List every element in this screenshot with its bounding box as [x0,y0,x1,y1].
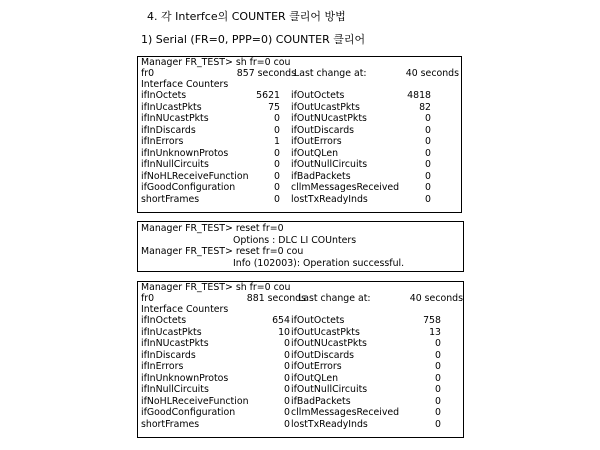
counter-name-out: cllmMessagesReceived [291,182,400,193]
counter-name-in: ifInNullCircuits [141,159,209,170]
reset-counter-command-line: Manager FR_TEST> reset fr=0 cou [141,246,304,257]
terminal-output-before-reset [137,56,462,213]
counter-value-in: 0 [284,384,290,395]
counter-value-out: 0 [425,193,431,205]
counter-row [141,396,461,407]
reset-command-line: Manager FR_TEST> reset fr=0 [141,223,284,234]
counter-value-in: 0 [274,170,280,182]
section-label: Interface Counters [141,79,229,90]
terminal-output-reset [137,221,464,272]
counter-value-in: 0 [274,193,280,205]
counter-value-out: 0 [435,349,441,361]
counter-name-out: ifBadPackets [291,170,351,182]
status-line [141,293,463,304]
uptime-value: 881 seconds [246,293,306,304]
last-change-value: 40 seconds [409,293,463,304]
interface-name: fr0 [141,293,155,304]
counter-name-in: shortFrames [141,193,200,205]
counter-value-out: 0 [425,113,431,124]
counter-name-in: ifInErrors [141,136,184,147]
counter-name-out: ifOutNUcastPkts [291,338,367,349]
last-change-label: Last change at: [298,293,371,304]
counter-value-out: 4818 [407,90,431,101]
counter-row [141,384,461,395]
counter-value-out: 0 [435,407,441,418]
counter-value-out: 0 [425,170,431,182]
counter-row [141,125,461,136]
terminal-output-after-reset [137,281,464,438]
counter-name-in: ifInNUcastPkts [141,338,209,349]
counter-name-out: ifOutErrors [291,136,342,147]
uptime-value: 857 seconds [236,68,296,79]
counter-value-in: 0 [284,372,290,384]
counter-name-out: ifOutErrors [291,361,342,372]
counter-name-out: ifOutNullCircuits [291,159,368,170]
counter-value-out: 0 [435,372,441,384]
counter-value-in: 0 [284,361,290,372]
counter-row [141,327,461,338]
command-line: Manager FR_TEST> sh fr=0 cou [141,57,291,68]
counter-value-out: 0 [435,338,441,349]
interface-name: fr0 [141,68,155,79]
command-line: Manager FR_TEST> sh fr=0 cou [141,282,291,293]
counter-name-out: ifOutOctets [291,315,345,326]
counter-value-out: 0 [435,361,441,372]
counter-value-in: 0 [284,338,290,349]
counter-value-in: 5621 [256,90,280,101]
counter-name-in: ifInOctets [141,315,187,326]
counter-value-in: 654 [272,315,290,326]
counter-name-in: ifGoodConfiguration [141,182,236,193]
counter-name-out: ifOutOctets [291,90,345,101]
counter-name-in: shortFrames [141,418,200,430]
counter-row [141,102,461,113]
counter-name-out: ifOutNullCircuits [291,384,368,395]
counter-name-in: ifNoHLReceiveFunction [141,170,249,182]
options-line: Options : DLC LI COUnters [233,235,357,246]
counter-name-in: ifInUnknownProtos [141,147,229,159]
counter-row [141,361,461,372]
info-line: Info (102003): Operation successful. [233,258,405,269]
counter-value-out: 0 [435,395,441,407]
counter-name-out: ifOutNUcastPkts [291,113,367,124]
counter-value-in: 1 [274,136,280,147]
counter-value-in: 75 [268,101,280,113]
counter-name-in: ifNoHLReceiveFunction [141,395,249,407]
counter-name-in: ifInDiscards [141,124,196,136]
counter-value-in: 0 [274,182,280,193]
counter-value-in: 0 [274,124,280,136]
counter-name-in: ifInOctets [141,90,187,101]
counter-name-out: ifBadPackets [291,395,351,407]
counter-name-out: cllmMessagesReceived [291,407,400,418]
counter-name-in: ifInUnknownProtos [141,372,229,384]
counter-value-out: 758 [423,315,441,326]
counter-name-out: ifOutDiscards [291,124,355,136]
counter-name-in: ifInDiscards [141,349,196,361]
counter-value-in: 0 [274,113,280,124]
counter-value-out: 0 [435,418,441,430]
counter-row [141,194,461,205]
counter-value-in: 0 [274,147,280,159]
counter-name-in: ifInNUcastPkts [141,113,209,124]
counter-name-out: lostTxReadyInds [291,418,368,430]
counter-row [141,419,461,430]
counter-value-in: 10 [278,326,290,338]
page-heading: 4. 각 Interfce의 COUNTER 클리어 방법 [147,10,346,23]
status-line [141,68,461,79]
last-change-value: 40 seconds [405,68,459,79]
counter-value-out: 0 [425,136,431,147]
counter-row [141,90,461,101]
counter-name-out: ifOutQLen [291,147,339,159]
counter-name-out: lostTxReadyInds [291,193,368,205]
counter-name-out: ifOutUcastPkts [291,326,360,338]
counter-value-out: 0 [425,147,431,159]
counter-name-out: ifOutDiscards [291,349,355,361]
counter-name-in: ifInErrors [141,361,184,372]
counter-value-out: 13 [429,326,441,338]
counter-value-out: 82 [419,101,431,113]
counter-value-in: 0 [284,418,290,430]
counter-row [141,407,461,418]
counter-value-in: 0 [284,349,290,361]
counter-row [141,338,461,349]
counter-value-out: 0 [425,182,431,193]
counter-value-in: 0 [284,407,290,418]
counter-value-in: 0 [274,159,280,170]
counter-row [141,350,461,361]
counter-row [141,148,461,159]
counter-value-in: 0 [284,395,290,407]
counter-value-out: 0 [435,384,441,395]
counter-row [141,159,461,170]
counter-name-in: ifInNullCircuits [141,384,209,395]
counter-name-out: ifOutQLen [291,372,339,384]
counter-name-out: ifOutUcastPkts [291,101,360,113]
counter-value-out: 0 [425,124,431,136]
counter-row [141,182,461,193]
counter-row [141,113,461,124]
counter-value-out: 0 [425,159,431,170]
section-label: Interface Counters [141,304,229,315]
counter-name-in: ifInUcastPkts [141,101,202,113]
counter-row [141,315,461,326]
counter-row [141,373,461,384]
counter-row [141,136,461,147]
counter-name-in: ifGoodConfiguration [141,407,236,418]
counter-name-in: ifInUcastPkts [141,326,202,338]
last-change-label: Last change at: [294,68,367,79]
counter-row [141,171,461,182]
section-subheading: 1) Serial (FR=0, PPP=0) COUNTER 클리어 [141,33,366,46]
